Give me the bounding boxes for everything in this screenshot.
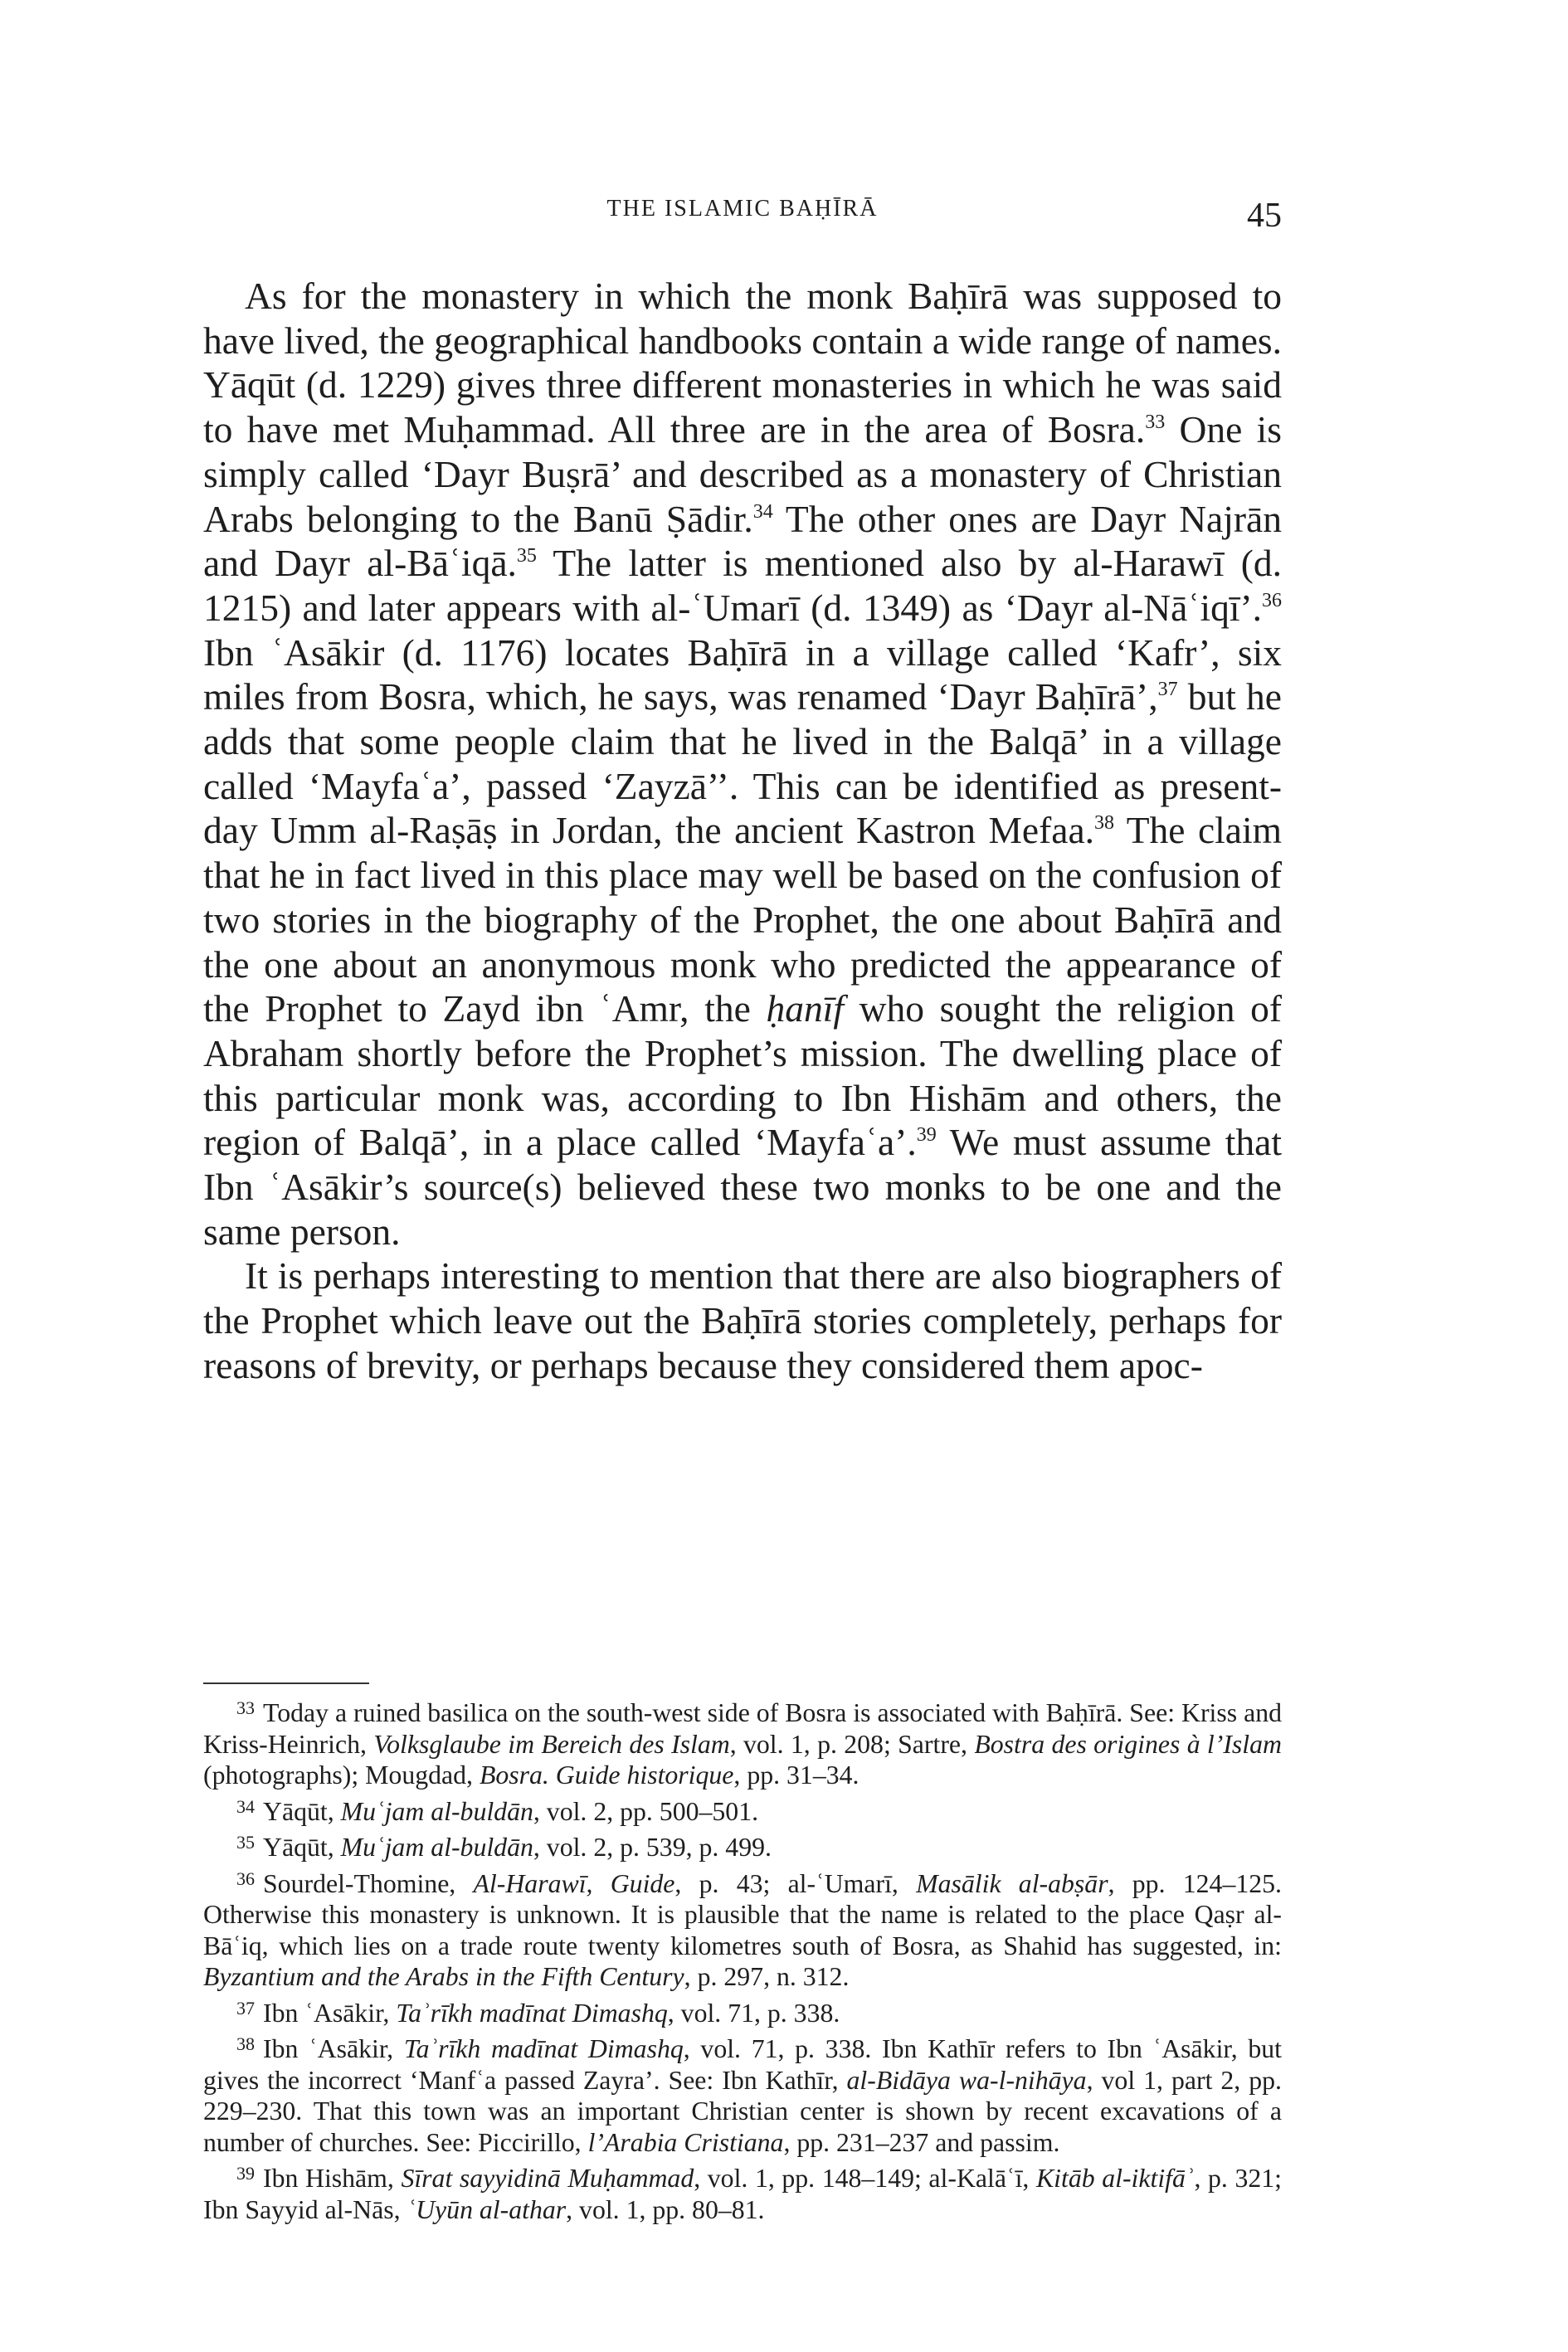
text-run: , vol. 1, pp. 148–149; al-Kalāʿī, [694,2164,1036,2193]
text-run: The claim that he in fact lived in this place may well be based on the confusion of two stories in the biography of the Prophet, the one about Baḥīrā and the one about an anonymous monk who predicted the appearance of the Prophet to Zayd ibn ʿAmr, the [203,809,1283,1030]
text-run: but he adds that some people claim that he lived in the Balqā’ in a village called ‘Mayfaʿa’, passed ‘Zayzā’’. This can be identified as present-day Umm al-Raṣāṣ in Jordan, the ancient Kastron Mefaa. [203,675,1282,852]
footnote-38 [203,2028,1282,2158]
text-run: The latter is mentioned also by al-Harawī (d. 1215) and later appears with al-ʿUmarī (d. 1349) as ‘Dayr al-Nāʿiqī’. [203,542,1282,629]
italic-term: ḥanīf [766,987,844,1030]
italic-title: Al-Harawī, Guide [473,1868,675,1898]
running-title: THE ISLAMIC BAḤĪRĀ [606,196,879,222]
footnote-ref-35[interactable]: 35 [516,545,537,567]
footnote-number: 35 [236,1832,255,1853]
footnotes [203,1692,1282,2225]
footnote-ref-36[interactable]: 36 [1262,589,1282,611]
italic-title: Masālik al-abṣār [916,1868,1108,1898]
italic-title: Muʿjam al-buldān [340,1796,533,1826]
footnote-number: 38 [236,2033,255,2054]
footnote-36 [203,1863,1282,1993]
footnote-ref-39[interactable]: 39 [916,1124,937,1147]
text-run: , vol. 1, pp. 80–81. [566,2194,765,2224]
text-run: , p. 43; al-ʿUmarī, [674,1868,917,1898]
text-run: Ibn ʿAsākir, [263,1998,397,2028]
footnote-ref-37[interactable]: 37 [1157,679,1178,701]
italic-title: Volksglaube im Bereich des Islam [373,1729,730,1759]
paragraph-2: It is perhaps interesting to mention that there are also biographers of the Prophet which leave out the Baḥīrā stories completely, perhaps for reasons of brevity, or perhaps because they considered them apoc- [203,1254,1282,1386]
footnote-number: 36 [236,1867,255,1889]
text-run: who sought the religion of Abraham shortly before the Prophet’s mission. The dwelling place of this particular monk was, according to Ibn Hishām and others, the region of Balqā’, in a place called ‘Mayfaʿa’. [203,987,1282,1164]
paragraph-1 [203,274,1282,1254]
footnote-34 [203,1791,1282,1828]
italic-title: Taʾrīkh madīnat Dimashq [403,2034,684,2063]
text-run: , vol 1, part 2, pp. 229–230. That this town was an important Christian center is shown by recent excavations of a number of churches. See: Piccirillo, [203,2065,1282,2157]
footnote-35 [203,1827,1282,1863]
text-run: Sourdel-Thomine, [263,1868,474,1898]
text-run: Ibn ʿAsākir, [263,2034,404,2063]
italic-title: al-Bidāya wa-l-nihāya [846,2065,1087,2095]
text-run: The other ones are Dayr Najrān and Dayr al-Bāʿiqā. [203,497,1282,585]
italic-title: Sīrat sayyidinā Muḥammad [401,2164,694,2193]
main-text [203,274,1282,1388]
text-run: , vol. 71, p. 338. Ibn Kathīr refers to Ibn ʿAsākir, but gives the incorrect ‘Manfʿa passed Zayra’. See: Ibn Kathīr, [203,2034,1282,2095]
footnote-ref-38[interactable]: 38 [1094,812,1115,835]
text-run: Yāqūt, [263,1833,341,1862]
footnote-37 [203,1993,1282,2029]
text-run: , p. 297, n. 312. [684,1962,850,1991]
text-run: , pp. 124–125. Otherwise this monastery is unknown. It is plausible that the name is related to the place Qaṣr al-Bāʿiq, which lies on a trade route twenty kilometres south of Bosra, as Shahid has suggested, in: [203,1868,1282,1960]
text-run: Ibn Hishām, [263,2164,402,2193]
footnote-number: 39 [236,2163,255,2184]
text-run: (photographs); Mougdad, [203,1760,480,1790]
running-head [203,192,1282,242]
text-run: , vol. 71, p. 338. [667,1998,840,2028]
footnote-number: 34 [236,1795,255,1817]
page-number: 45 [1247,197,1282,235]
italic-title: Kitāb al-iktifāʾ [1035,2164,1195,2193]
text-run: , p. 321; Ibn Sayyid al-Nās, [203,2164,1282,2224]
text-run: , vol. 2, p. 539, p. 499. [533,1833,772,1862]
italic-title: Bosra. Guide historique [479,1760,734,1790]
footnote-39 [203,2158,1282,2225]
italic-title: Byzantium and the Arabs in the Fifth Century [203,1962,684,1991]
italic-title: Taʾrīkh madīnat Dimashq [396,1998,668,2028]
text-run: As for the monastery in which the monk Baḥīrā was supposed to have lived, the geographical handbooks contain a wide range of names. Yāqūt (d. 1229) gives three different monasteries in which he was said to have met Muḥammad. All three are in the area of Bosra. [203,275,1282,451]
text-run: , vol. 2, pp. 500–501. [533,1796,759,1826]
text-run: Today a ruined basilica on the south-west side of Bosra is associated with Baḥīrā. See: Kriss and Kriss-Heinrich, [203,1698,1282,1759]
footnote-number: 37 [236,1997,255,2018]
text-run: Ibn ʿAsākir (d. 1176) locates Baḥīrā in a village called ‘Kafr’, six miles from Bosra, which, he says, was renamed ‘Dayr Baḥīrā’, [203,631,1282,718]
footnote-33 [203,1692,1282,1791]
text-run: Yāqūt, [263,1796,341,1826]
footnote-ref-34[interactable]: 34 [752,500,773,523]
text-run: , pp. 31–34. [733,1760,859,1790]
footnote-ref-33[interactable]: 33 [1145,411,1166,434]
footnote-divider [203,1682,369,1684]
text-run: We must assume that Ibn ʿAsākir’s source(s) believed these two monks to be one and the same person. [203,1121,1282,1253]
text-run: , vol. 1, p. 208; Sartre, [729,1729,975,1759]
italic-title: Bostra des origines à l’Islam [974,1729,1282,1759]
text-run: , pp. 231–237 and passim. [783,2127,1060,2157]
text-run: One is simply called ‘Dayr Buṣrā’ and described as a monastery of Christian Arabs belonging to the Banū Ṣādir. [203,408,1283,540]
italic-title: Muʿjam al-buldān [340,1833,533,1862]
italic-title: l’Arabia Cristiana [587,2127,784,2157]
footnote-number: 33 [236,1697,255,1718]
italic-title: ʿUyūn al-athar [407,2194,567,2224]
